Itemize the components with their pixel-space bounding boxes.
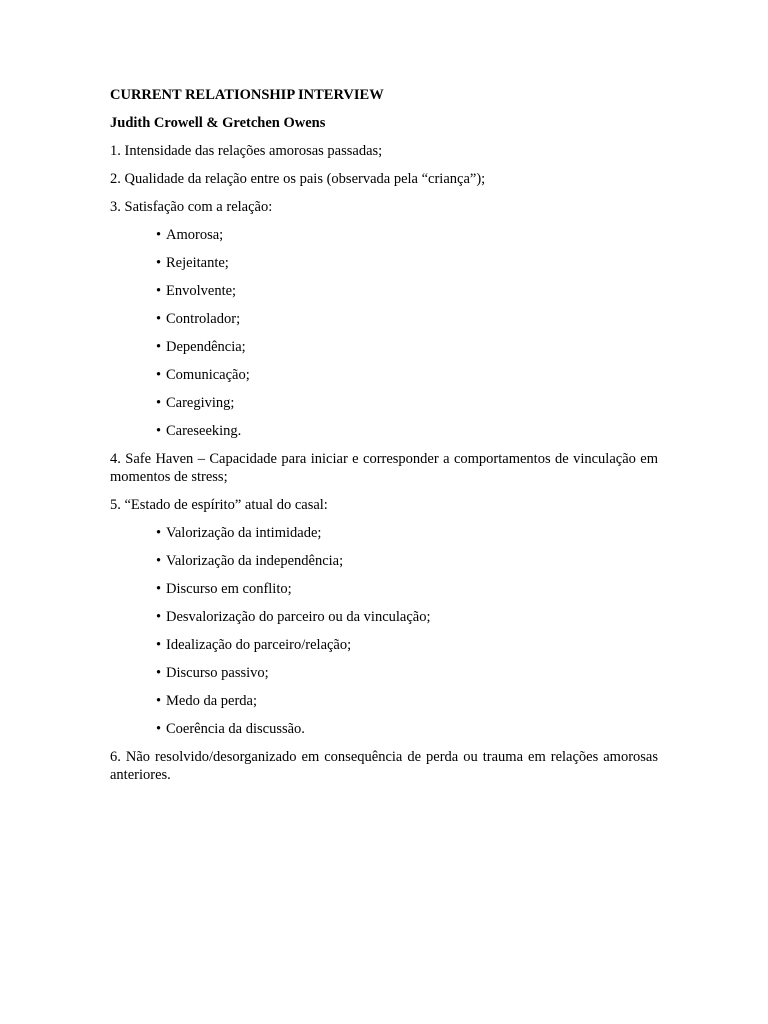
document-authors: Judith Crowell & Gretchen Owens bbox=[110, 115, 326, 131]
item-5: 5. “Estado de espírito” atual do casal: bbox=[110, 497, 328, 513]
list-item: • Dependência; bbox=[156, 338, 658, 356]
list-item: • Desvalorização do parceiro ou da vinculação; bbox=[156, 608, 658, 626]
item-4: 4. Safe Haven – Capacidade para iniciar e corresponder a comportamentos de vinculação em momentos de stress; bbox=[110, 451, 658, 485]
item-3-bullet-list bbox=[110, 226, 658, 440]
list-item: • Careseeking. bbox=[156, 422, 658, 440]
item-2: 2. Qualidade da relação entre os pais (observada pela “criança”); bbox=[110, 171, 486, 187]
list-item: • Envolvente; bbox=[156, 282, 658, 300]
item-5-bullet-list bbox=[110, 524, 658, 738]
list-item: • Caregiving; bbox=[156, 394, 658, 412]
list-item: • Amorosa; bbox=[156, 226, 658, 244]
list-item: • Discurso passivo; bbox=[156, 664, 658, 682]
list-item: • Medo da perda; bbox=[156, 692, 658, 710]
list-item: • Idealização do parceiro/relação; bbox=[156, 636, 658, 654]
list-item: • Valorização da independência; bbox=[156, 552, 658, 570]
document-title: CURRENT RELATIONSHIP INTERVIEW bbox=[110, 87, 384, 103]
document-page bbox=[110, 86, 658, 794]
list-item: • Valorização da intimidade; bbox=[156, 524, 658, 542]
list-item: • Discurso em conflito; bbox=[156, 580, 658, 598]
list-item: • Coerência da discussão. bbox=[156, 720, 658, 738]
item-1: 1. Intensidade das relações amorosas passadas; bbox=[110, 143, 383, 159]
item-6: 6. Não resolvido/desorganizado em consequência de perda ou trauma em relações amorosas anteriores. bbox=[110, 749, 658, 783]
list-item: • Comunicação; bbox=[156, 366, 658, 384]
list-item: • Controlador; bbox=[156, 310, 658, 328]
list-item: • Rejeitante; bbox=[156, 254, 658, 272]
item-3: 3. Satisfação com a relação: bbox=[110, 199, 273, 215]
